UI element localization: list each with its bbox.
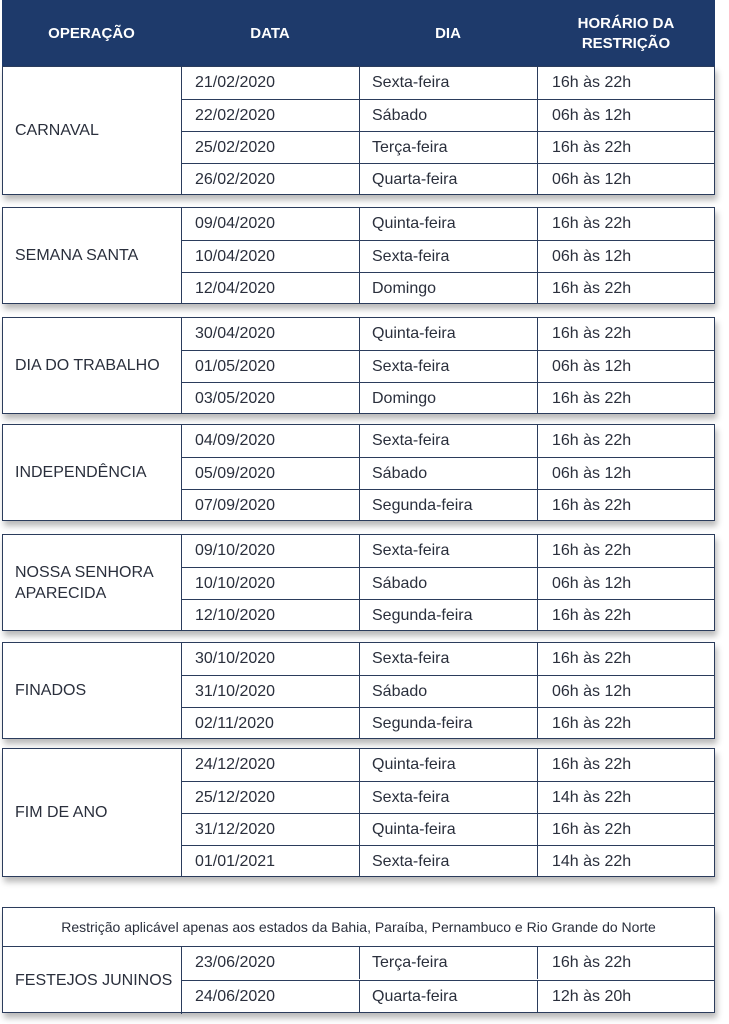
- date-cell: 12/04/2020: [182, 273, 360, 304]
- weekday-cell: Segunda-feira: [360, 708, 538, 739]
- date-cell: 31/12/2020: [182, 814, 360, 845]
- time-cell: 16h às 22h: [552, 756, 632, 773]
- time-cell: 16h às 22h: [552, 325, 632, 342]
- operation-name: DIA DO TRABALHO: [3, 318, 182, 413]
- weekday-cell: Sábado: [360, 458, 538, 489]
- date-cell: 30/10/2020: [182, 643, 360, 675]
- time-cell: 16h às 22h: [552, 138, 632, 156]
- table-row: [182, 382, 714, 414]
- date-cell: 22/02/2020: [182, 100, 360, 131]
- time-cell: 16h às 22h: [552, 389, 632, 407]
- table-row: [182, 749, 714, 781]
- table-row: [182, 131, 714, 163]
- operation-name: FINADOS: [3, 643, 182, 738]
- time-cell: 06h às 12h: [552, 106, 632, 124]
- operation-name: NOSSA SENHORA APARECIDA: [3, 535, 182, 630]
- operation-block: [2, 66, 715, 195]
- weekday-cell: Sexta-feira: [360, 425, 538, 457]
- time-cell: 16h às 22h: [552, 714, 632, 732]
- operation-block: [2, 424, 715, 521]
- weekday-cell: Quinta-feira: [360, 749, 538, 781]
- header-dia: DIA: [435, 24, 461, 42]
- weekday-cell: Sexta-feira: [360, 535, 538, 567]
- date-cell: 12/10/2020: [182, 600, 360, 631]
- time-cell: 16h às 22h: [552, 74, 632, 91]
- time-cell: 06h às 12h: [552, 464, 632, 482]
- time-cell: 16h às 22h: [552, 606, 632, 624]
- weekday-cell: Sexta-feira: [360, 643, 538, 675]
- weekday-cell: Domingo: [360, 383, 538, 414]
- date-cell: 26/02/2020: [182, 164, 360, 195]
- time-cell: 06h às 12h: [552, 170, 632, 188]
- operation-name: SEMANA SANTA: [3, 208, 182, 303]
- table-row: [182, 980, 714, 1012]
- table-row: [182, 99, 714, 131]
- date-cell: 10/04/2020: [182, 241, 360, 272]
- time-cell: 16h às 22h: [552, 650, 632, 667]
- table-row: [182, 272, 714, 304]
- weekday-cell: Terça-feira: [360, 947, 538, 979]
- time-cell: 06h às 12h: [552, 574, 632, 592]
- time-cell: 12h às 20h: [552, 987, 632, 1005]
- weekday-cell: Terça-feira: [360, 132, 538, 163]
- operation-name: INDEPENDÊNCIA: [3, 425, 182, 520]
- weekday-cell: Quarta-feira: [360, 981, 538, 1012]
- date-cell: 21/02/2020: [182, 67, 360, 99]
- date-cell: 25/12/2020: [182, 782, 360, 813]
- date-cell: 07/09/2020: [182, 490, 360, 521]
- date-cell: 09/04/2020: [182, 208, 360, 240]
- date-cell: 02/11/2020: [182, 708, 360, 739]
- date-cell: 23/06/2020: [182, 947, 360, 979]
- weekday-cell: Segunda-feira: [360, 600, 538, 631]
- table-row: [182, 489, 714, 521]
- weekday-cell: Sábado: [360, 100, 538, 131]
- date-cell: 01/01/2021: [182, 846, 360, 877]
- table-row: [182, 67, 714, 99]
- operation-name: FESTEJOS JUNINOS: [3, 947, 182, 1014]
- header-operacao: OPERAÇÃO: [48, 24, 135, 42]
- time-cell: 06h às 12h: [552, 357, 632, 375]
- time-cell: 16h às 22h: [552, 279, 632, 297]
- date-cell: 30/04/2020: [182, 318, 360, 350]
- weekday-cell: Sexta-feira: [360, 241, 538, 272]
- header-horario: HORÁRIO DA RESTRIÇÃO: [577, 14, 675, 52]
- weekday-cell: Domingo: [360, 273, 538, 304]
- festejos-juninos-block: [2, 907, 715, 1013]
- operation-block: [2, 207, 715, 304]
- date-cell: 25/02/2020: [182, 132, 360, 163]
- date-cell: 03/05/2020: [182, 383, 360, 414]
- table-row: [182, 643, 714, 675]
- weekday-cell: Quinta-feira: [360, 814, 538, 845]
- time-cell: 16h às 22h: [552, 820, 632, 838]
- date-cell: 01/05/2020: [182, 351, 360, 382]
- date-cell: 05/09/2020: [182, 458, 360, 489]
- operation-block: [2, 534, 715, 631]
- header-data: DATA: [250, 24, 290, 42]
- weekday-cell: Quinta-feira: [360, 208, 538, 240]
- weekday-cell: Sexta-feira: [360, 846, 538, 877]
- operation-name: CARNAVAL: [3, 67, 182, 194]
- operation-block: [2, 317, 715, 414]
- restriction-note: Restrição aplicável apenas aos estados da Bahia, Paraíba, Pernambuco e Rio Grande do Norte: [3, 908, 714, 947]
- table-row: [182, 599, 714, 631]
- table-row: [182, 457, 714, 489]
- weekday-cell: Quinta-feira: [360, 318, 538, 350]
- table-row: [182, 350, 714, 382]
- weekday-cell: Segunda-feira: [360, 490, 538, 521]
- operation-block: [2, 642, 715, 739]
- time-cell: 06h às 12h: [552, 682, 632, 700]
- date-cell: 10/10/2020: [182, 568, 360, 599]
- table-row: [182, 845, 714, 877]
- time-cell: 16h às 22h: [552, 542, 632, 559]
- table-row: [182, 781, 714, 813]
- date-cell: 09/10/2020: [182, 535, 360, 567]
- time-cell: 16h às 22h: [552, 496, 632, 514]
- table-row: [182, 567, 714, 599]
- date-cell: 04/09/2020: [182, 425, 360, 457]
- time-cell: 14h às 22h: [552, 788, 632, 806]
- weekday-cell: Sábado: [360, 568, 538, 599]
- table-row: [182, 318, 714, 350]
- date-cell: 31/10/2020: [182, 676, 360, 707]
- table-row: [182, 208, 714, 240]
- table-row: [182, 240, 714, 272]
- weekday-cell: Quarta-feira: [360, 164, 538, 195]
- weekday-cell: Sexta-feira: [360, 351, 538, 382]
- operation-block: [2, 748, 715, 877]
- table-row: [182, 947, 714, 979]
- time-cell: 16h às 22h: [552, 954, 632, 971]
- weekday-cell: Sábado: [360, 676, 538, 707]
- table-header: [2, 0, 715, 67]
- time-cell: 14h às 22h: [552, 852, 632, 870]
- table-row: [182, 813, 714, 845]
- table-row: [182, 675, 714, 707]
- date-cell: 24/12/2020: [182, 749, 360, 781]
- time-cell: 06h às 12h: [552, 247, 632, 265]
- table-row: [182, 535, 714, 567]
- weekday-cell: Sexta-feira: [360, 782, 538, 813]
- time-cell: 16h às 22h: [552, 432, 632, 449]
- time-cell: 16h às 22h: [552, 215, 632, 232]
- table-row: [182, 425, 714, 457]
- date-cell: 24/06/2020: [182, 981, 360, 1012]
- operation-name: FIM DE ANO: [3, 749, 182, 876]
- weekday-cell: Sexta-feira: [360, 67, 538, 99]
- table-row: [182, 707, 714, 739]
- table-row: [182, 163, 714, 195]
